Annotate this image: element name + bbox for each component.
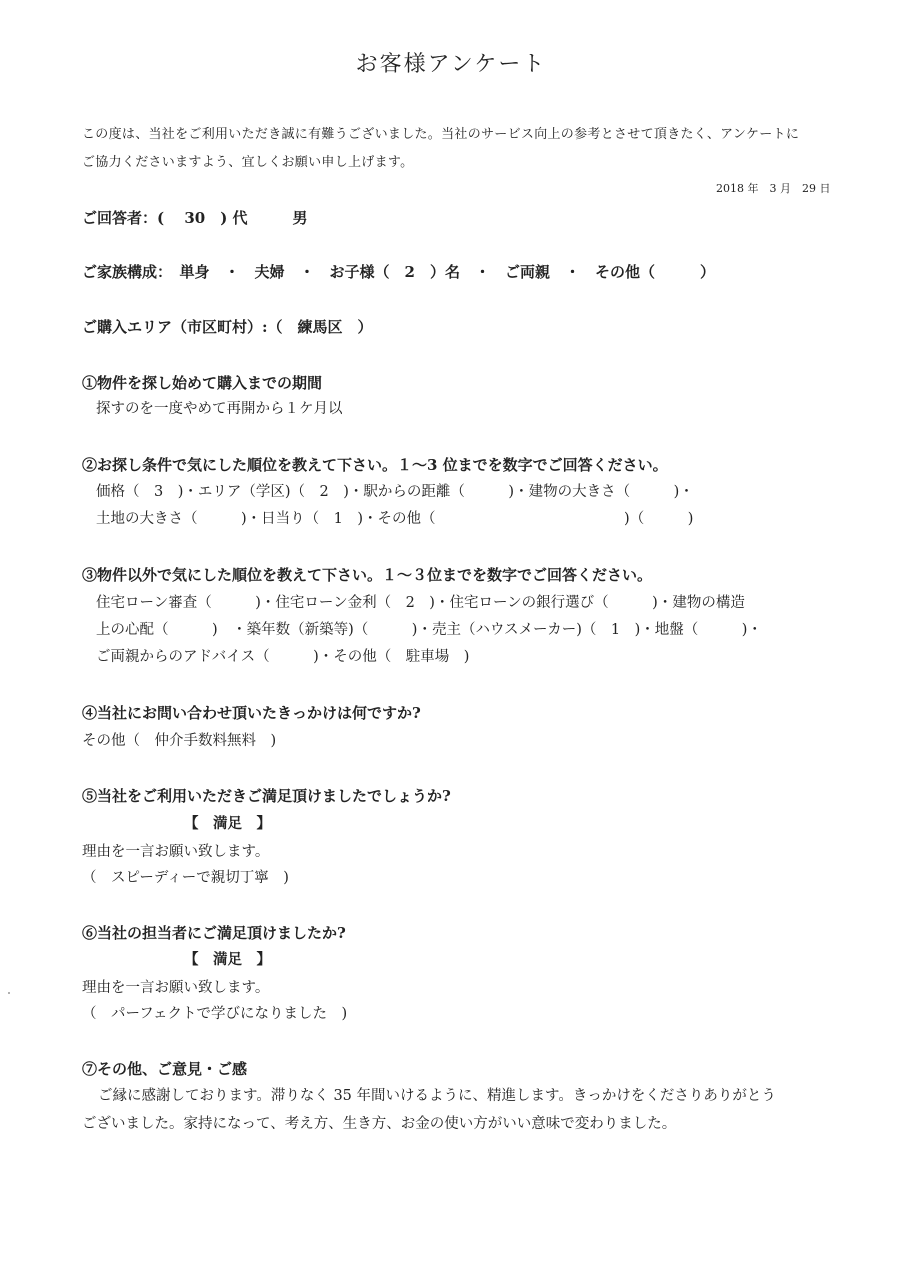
intro-line-1: この度は、当社をご利用いただき誠に有難うございました。当社のサービス向上の参考とさせて頂きたく、アンケートに <box>82 127 800 142</box>
satisfaction-rating-6: 【 満足 】 <box>184 951 271 968</box>
reason-prompt-5: 理由を一言お願い致します。 <box>82 844 270 860</box>
question-5: ⑤当社をご利用いただきご満足頂けましたでしょうか? <box>82 787 451 805</box>
answer-3-line-3: ご両親からのアドバイス（ )・その他（ 駐車場 ) <box>96 649 470 665</box>
answer-4: その他（ 仲介手数料無料 ) <box>82 733 277 749</box>
question-1: ①物件を探し始めて購入までの期間 <box>82 374 323 392</box>
comment-line-1: ご縁に感謝しております。滞りなく 35 年間いけるように、精進します。きっかけをくださりありがとう <box>98 1088 776 1104</box>
question-3: ③物件以外で気にした順位を教えて下さい。１～３位までを数字でご回答ください。 <box>82 566 653 584</box>
answer-3-line-1: 住宅ローン審査（ )・住宅ローン金利（ 2 )・住宅ローンの銀行選び（ )・建物の構造 <box>96 595 745 611</box>
question-7: ⑦その他、ご意見・ご感 <box>82 1060 248 1078</box>
page-title: お客様アンケート <box>355 52 547 77</box>
question-6: ⑥当社の担当者にご満足頂けましたか? <box>82 924 346 942</box>
survey-date: 2018 年 3 月 29 日 <box>716 182 831 195</box>
answer-2-line-1: 価格（ 3 )・エリア（学区)（ 2 )・駅からの距離（ )・建物の大きさ（ )・ <box>96 484 694 500</box>
scan-speck <box>8 992 10 994</box>
answer-3-line-2: 上の心配（ ) ・築年数（新築等)（ )・売主（ハウスメーカー)（ 1 )・地盤（ )・ <box>96 622 762 638</box>
reason-5: （ スピーディーで親切丁寧 ) <box>82 870 289 886</box>
respondent-field: ご回答者：( 30 ) 代 男 <box>82 209 308 227</box>
satisfaction-rating-5: 【 満足 】 <box>184 815 271 832</box>
question-4: ④当社にお問い合わせ頂いたきっかけは何ですか? <box>82 704 421 722</box>
family-composition-field: ご家族構成： 単身 ・ 夫婦 ・ お子様（ 2 ）名 ・ ご両親 ・ その他（ ） <box>82 263 715 281</box>
purchase-area-field: ご購入エリア（市区町村）:（ 練馬区 ） <box>82 318 373 336</box>
comment-line-2: ございました。家持になって、考え方、生き方、お金の使い方がいい意味で変わりました。 <box>82 1116 677 1132</box>
reason-prompt-6: 理由を一言お願い致します。 <box>82 980 270 996</box>
answer-2-line-2: 土地の大きさ（ )・日当り（ 1 )・その他（ )（ ) <box>96 511 694 527</box>
question-2: ②お探し条件で気にした順位を教えて下さい。１～3 位までを数字でご回答ください。 <box>82 456 668 474</box>
answer-1: 探すのを一度やめて再開から１ケ月以 <box>96 401 343 417</box>
intro-line-2: ご協力くださいますよう、宜しくお願い申し上げます。 <box>82 155 414 170</box>
reason-6: （ パーフェクトで学びになりました ) <box>82 1006 348 1022</box>
